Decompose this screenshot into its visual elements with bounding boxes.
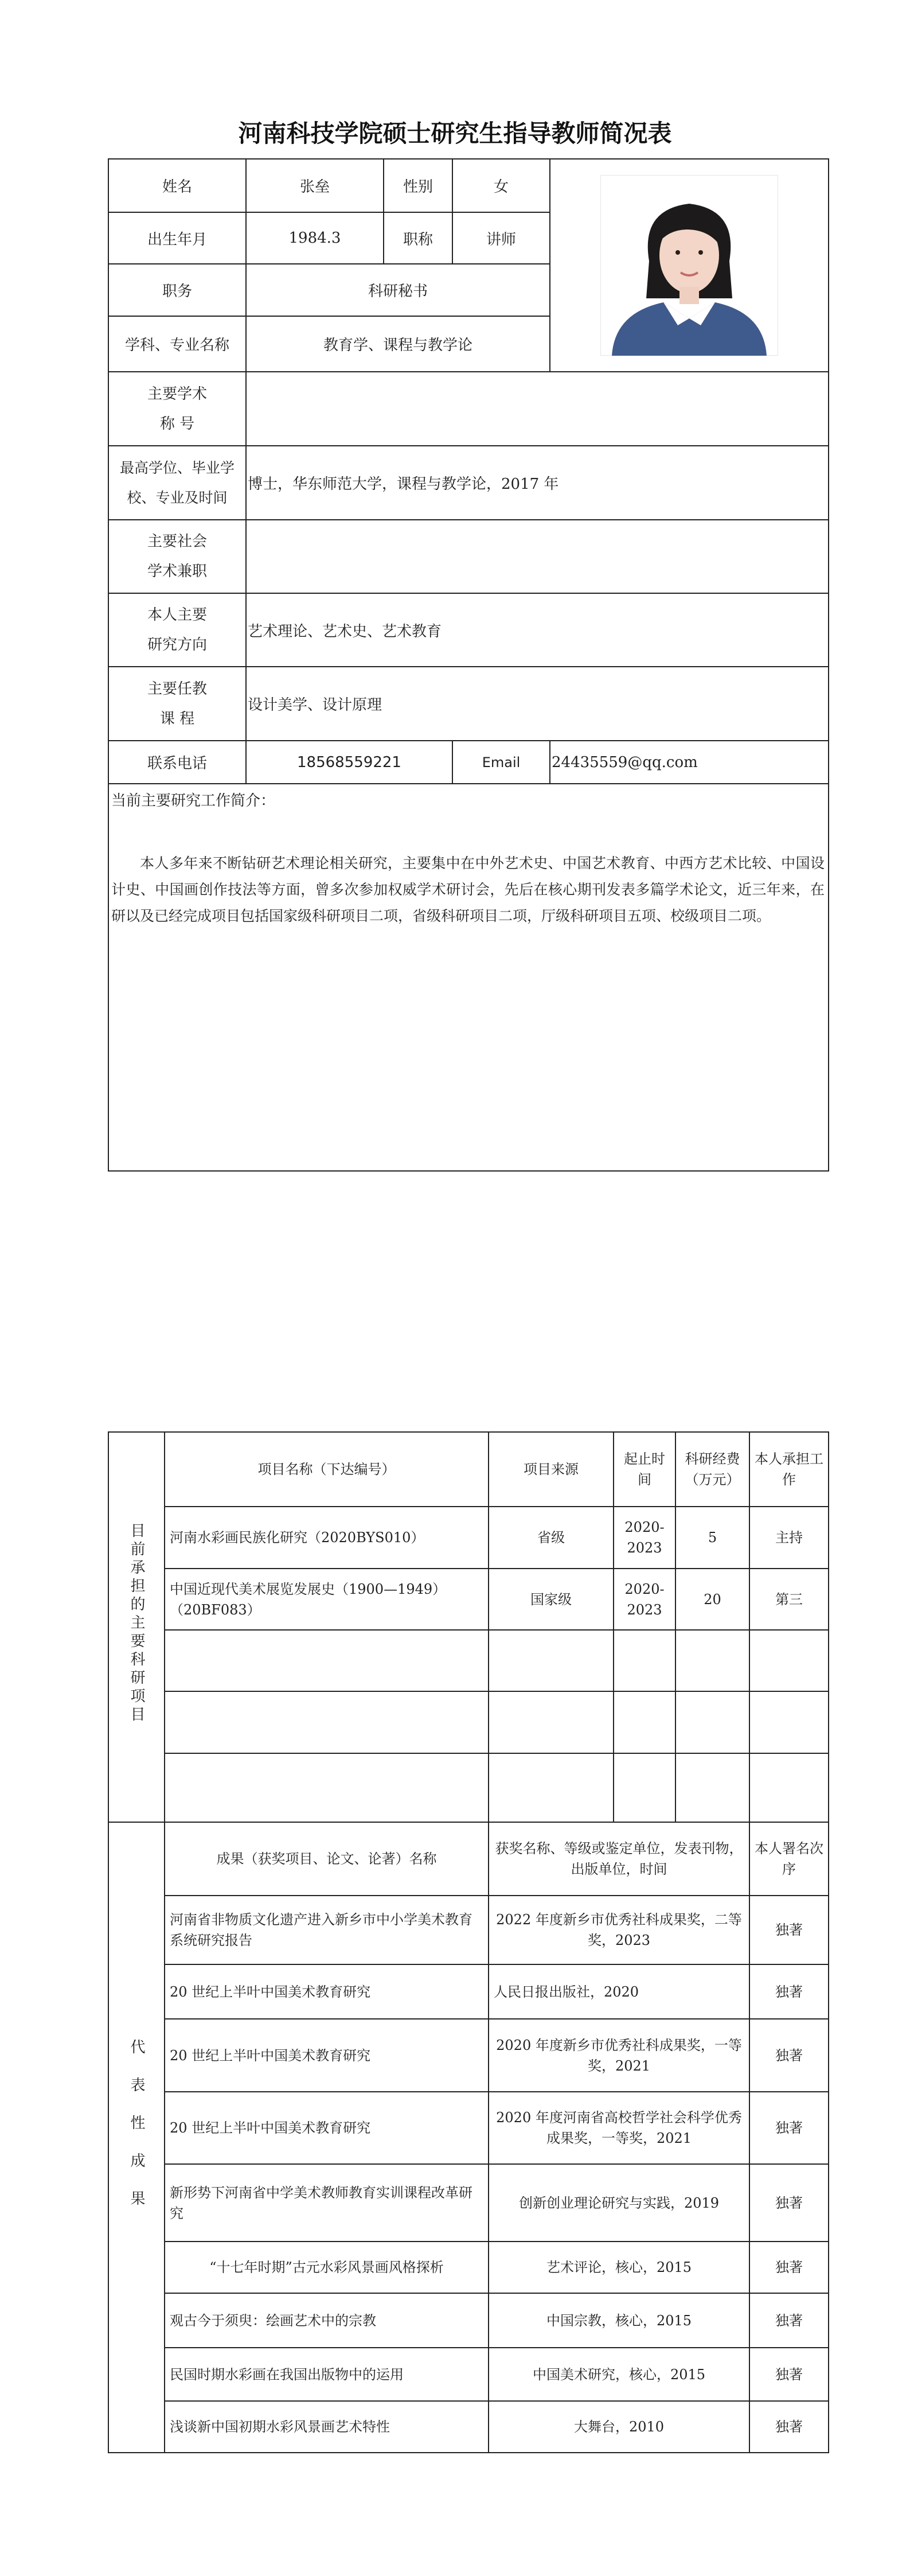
project-source: 省级 [489,1507,614,1569]
honor-label [108,372,246,446]
achievement-name: 新形势下河南省中学美术教师教育实训课程改革研究 [165,2164,489,2242]
project-period: 2020-2023 [614,1507,675,1569]
project-row [108,1569,829,1630]
gender-value: 女 [452,159,550,212]
achievement-award: 2020 年度新乡市优秀社科成果奖，一等奖，2021 [489,2019,749,2092]
achievement-name: 20 世纪上半叶中国美术教育研究 [165,2092,489,2164]
intro-cell [108,784,829,1171]
achievements-header-award: 获奖名称、等级或鉴定单位，发表刊物，出版单位，时间 [489,1822,749,1896]
title-value: 讲师 [452,212,550,264]
achievement-award: 大舞台，2010 [489,2401,749,2453]
project-funds [675,1691,749,1753]
education-label-line2: 校、专业及时间 [127,489,228,506]
achievement-award: 创新创业理论研究与实践，2019 [489,2164,749,2242]
achievement-award: 艺术评论，核心，2015 [489,2242,749,2293]
achievement-name: 河南省非物质文化遗产进入新乡市中小学美术教育系统研究报告 [165,1896,489,1964]
social-label [108,520,246,593]
achievement-award: 2022 年度新乡市优秀社科成果奖，二等奖，2023 [489,1896,749,1964]
project-period [614,1630,675,1691]
page-title: 河南科技学院硕士研究生指导教师简况表 [238,119,672,147]
achievement-award: 中国美术研究，核心，2015 [489,2348,749,2401]
gender-label: 性别 [384,159,452,212]
project-period: 2020-2023 [614,1569,675,1630]
project-funds: 20 [675,1569,749,1630]
project-funds: 5 [675,1507,749,1569]
achievement-rank: 独著 [749,2293,829,2348]
intro-label: 当前主要研究工作简介： [111,792,276,810]
achievements-header-name: 成果（获奖项目、论文、论著）名称 [165,1822,489,1896]
achievement-rank: 独著 [749,2401,829,2453]
project-name [165,1630,489,1691]
social-value [246,520,829,593]
phone-label: 联系电话 [108,741,246,784]
projects-section-label [108,1432,165,1822]
achievement-rank: 独著 [749,2019,829,2092]
achievement-row [108,1964,829,2019]
project-period [614,1753,675,1822]
portrait-photo-icon [600,175,778,356]
projects-header-name: 项目名称（下达编号） [165,1432,489,1507]
profile-table [108,158,829,1172]
project-source [489,1630,614,1691]
post-value: 科研秘书 [246,264,550,316]
course-value: 设计美学、设计原理 [246,667,829,741]
discipline-value: 教育学、课程与教学论 [246,316,550,372]
project-name [165,1753,489,1822]
project-row [108,1753,829,1822]
education-label [108,446,246,520]
education-label-line1: 最高学位、毕业学 [119,459,235,476]
birth-value: 1984.3 [246,212,384,264]
research-label-line1: 本人主要 [147,606,207,624]
course-label [108,667,246,741]
name-label: 姓名 [108,159,246,212]
name-value: 张垒 [246,159,384,212]
honor-value [246,372,829,446]
project-funds [675,1753,749,1822]
projects-section-label-text: 目前承担的主要科研项目 [128,1522,145,1725]
project-role [749,1691,829,1753]
achievement-award: 中国宗教，核心，2015 [489,2293,749,2348]
achievement-row [108,2092,829,2164]
achievements-header-rank: 本人署名次序 [749,1822,829,1896]
research-label [108,593,246,667]
honor-label-line2: 称 号 [159,415,195,433]
course-label-line1: 主要任教 [147,680,207,698]
course-label-line2: 课 程 [159,710,195,727]
project-funds [675,1630,749,1691]
achievement-row [108,2293,829,2348]
education-value: 博士，华东师范大学，课程与教学论，2017 年 [246,446,829,520]
achievement-name: “十七年时期”古元水彩风景画风格探析 [165,2242,489,2293]
achievement-award: 2020 年度河南省高校哲学社会科学优秀成果奖，一等奖，2021 [489,2092,749,2164]
project-name [165,1691,489,1753]
honor-label-line1: 主要学术 [147,385,207,403]
achievement-rank: 独著 [749,1896,829,1964]
phone-value: 18568559221 [246,741,452,784]
achievement-row [108,2164,829,2242]
project-role [749,1630,829,1691]
social-label-line2: 学术兼职 [147,563,207,580]
project-period [614,1691,675,1753]
achievement-name: 20 世纪上半叶中国美术教育研究 [165,2019,489,2092]
achievement-rank: 独著 [749,2348,829,2401]
achievements-section-label [108,1822,165,2453]
project-source [489,1691,614,1753]
achievement-name: 20 世纪上半叶中国美术教育研究 [165,1964,489,2019]
achievement-row [108,2242,829,2293]
research-table [108,1431,829,2453]
project-name: 中国近现代美术展览发展史（1900—1949）（20BF083） [165,1569,489,1630]
email-label: Email [452,741,550,784]
projects-header-funds: 科研经费（万元） [675,1432,749,1507]
birth-label: 出生年月 [108,212,246,264]
discipline-label: 学科、专业名称 [108,316,246,372]
intro-text: 本人多年来不断钻研艺术理论相关研究，主要集中在中外艺术史、中国艺术教育、中西方艺术比较、中国设计史、中国画创作技法等方面，曾多次参加权威学术研讨会，先后在核心期刊发表多篇学术论文，近三年来，在研以及已经完成项目包括国家级科研项目二项，省级科研项目二项，厅级科研项目五项、校级项目二项。 [111,855,825,924]
achievements-section-label-text: 代表性成果 [128,2039,145,2228]
achievement-name: 民国时期水彩画在我国出版物中的运用 [165,2348,489,2401]
achievement-name: 观古今于须臾：绘画艺术中的宗教 [165,2293,489,2348]
projects-header-source: 项目来源 [489,1432,614,1507]
projects-header-role: 本人承担工作 [749,1432,829,1507]
achievement-rank: 独著 [749,2242,829,2293]
achievement-rank: 独著 [749,1964,829,2019]
achievement-row [108,1896,829,1964]
achievement-award: 人民日报出版社，2020 [489,1964,749,2019]
achievement-rank: 独著 [749,2164,829,2242]
achievement-row [108,2019,829,2092]
email-value: 24435559@qq.com [550,741,829,784]
project-role: 第三 [749,1569,829,1630]
project-source [489,1753,614,1822]
project-row [108,1630,829,1691]
achievement-row [108,2401,829,2453]
social-label-line1: 主要社会 [147,533,207,550]
photo-cell [550,159,829,372]
project-name: 河南水彩画民族化研究（2020BYS010） [165,1507,489,1569]
projects-header-period: 起止时间 [614,1432,675,1507]
title-label: 职称 [384,212,452,264]
research-label-line2: 研究方向 [147,636,207,653]
achievement-rank: 独著 [749,2092,829,2164]
achievement-name: 浅谈新中国初期水彩风景画艺术特性 [165,2401,489,2453]
project-row [108,1691,829,1753]
project-source: 国家级 [489,1569,614,1630]
achievement-row [108,2348,829,2401]
project-role [749,1753,829,1822]
project-row [108,1507,829,1569]
project-role: 主持 [749,1507,829,1569]
post-label: 职务 [108,264,246,316]
research-value: 艺术理论、艺术史、艺术教育 [246,593,829,667]
